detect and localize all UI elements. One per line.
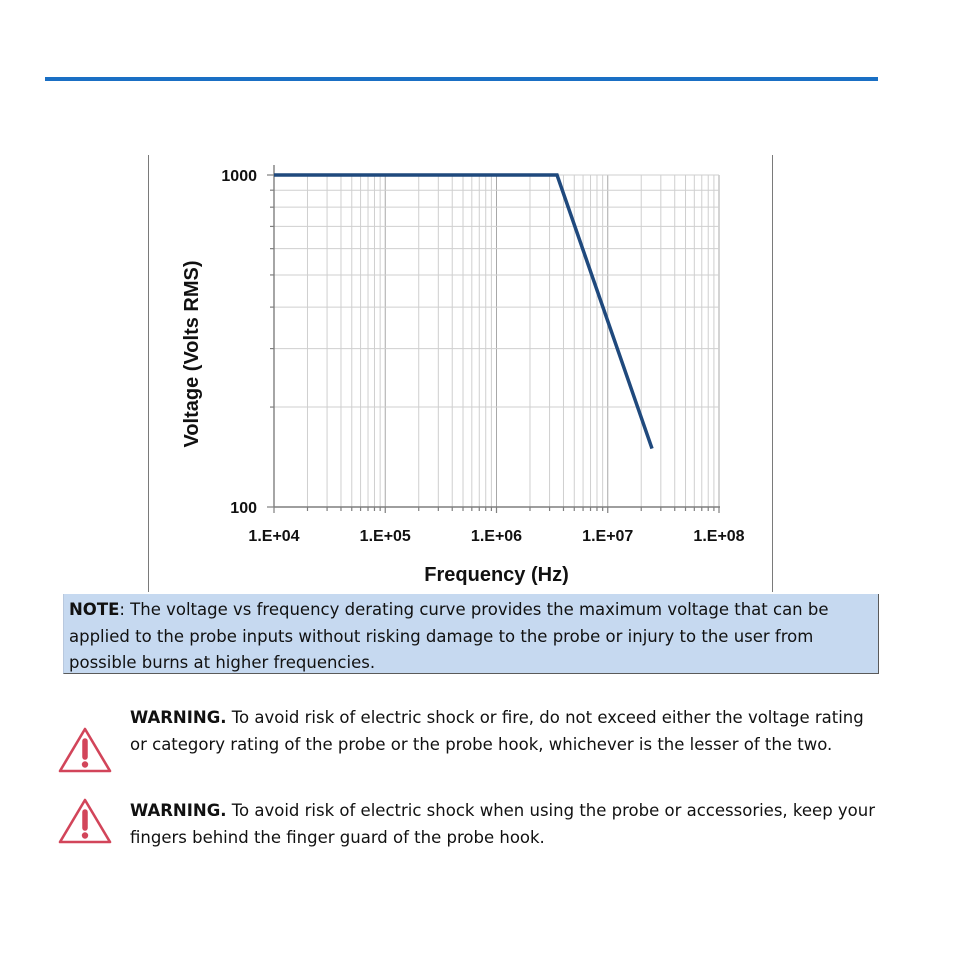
- y-tick-label: 100: [230, 500, 257, 517]
- x-tick-label: 1.E+07: [582, 528, 634, 545]
- figure-frame-left: [148, 155, 149, 592]
- figure-frame-right: [772, 155, 773, 592]
- note-box: [63, 594, 879, 674]
- x-tick-label: 1.E+06: [470, 528, 523, 545]
- warning-2-text: To avoid risk of electric shock when using the probe or accessories, keep your fingers behind the finger guard of the probe hook.: [130, 801, 876, 847]
- x-tick-label: 1.E+08: [693, 528, 745, 545]
- y-axis-title: Voltage (Volts RMS): [181, 260, 203, 448]
- warning-1: [130, 704, 880, 758]
- x-axis-title: Frequency (Hz): [424, 564, 569, 586]
- warning-2: [130, 797, 880, 851]
- warning-triangle-icon: [57, 796, 113, 846]
- y-tick-label: 1000: [221, 168, 257, 185]
- chart-axes: [267, 165, 720, 513]
- x-tick-label: 1.E+05: [359, 528, 411, 545]
- warning-triangle-icon: [57, 725, 113, 775]
- note-label: NOTE: [69, 600, 120, 619]
- chart-grid: [274, 175, 719, 507]
- derating-chart: [150, 155, 770, 592]
- warning-2-label: WARNING.: [130, 801, 227, 820]
- x-tick-label: 1.E+04: [248, 528, 300, 545]
- note-text: : The voltage vs frequency derating curve provides the maximum voltage that can be applied to the probe inputs without risking damage to the probe or injury to the user from possible burns at higher frequencies.: [69, 600, 829, 672]
- warning-1-label: WARNING.: [130, 708, 227, 727]
- warning-1-text: To avoid risk of electric shock or fire, do not exceed either the voltage rating or category rating of the probe or the probe hook, whichever is the lesser of the two.: [130, 708, 864, 754]
- header-rule: [45, 77, 878, 81]
